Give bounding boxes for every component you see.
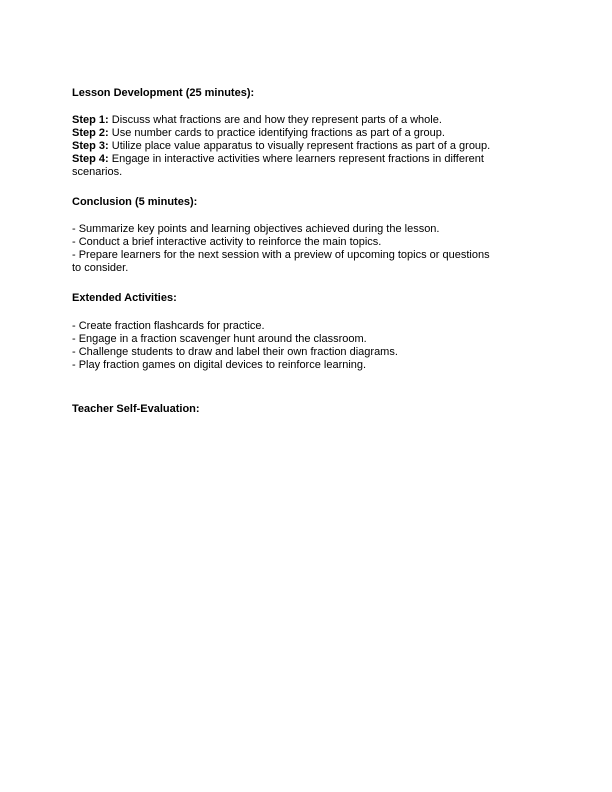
conclusion-item: - Prepare learners for the next session with a preview of upcoming topics or questions xyxy=(72,249,490,261)
step-text: Use number cards to practice identifying fractions as part of a group. xyxy=(108,127,445,139)
heading-teacher-self-evaluation: Teacher Self-Evaluation: xyxy=(72,403,200,415)
activity-item: - Play fraction games on digital devices to reinforce learning. xyxy=(72,359,367,371)
conclusion-item: - Conduct a brief interactive activity to reinforce the main topics. xyxy=(72,236,382,248)
step-label: Step 1: xyxy=(72,114,109,126)
activity-item: - Create fraction flashcards for practice. xyxy=(72,320,265,332)
activity-item: - Challenge students to draw and label their own fraction diagrams. xyxy=(72,346,398,358)
heading-extended-activities: Extended Activities: xyxy=(72,292,177,304)
step-label: Step 3: xyxy=(72,140,109,152)
step-label: Step 4: xyxy=(72,153,109,165)
step-4-continuation: scenarios. xyxy=(72,166,123,178)
step-text: Utilize place value apparatus to visually represent fractions as part of a group. xyxy=(108,140,491,152)
step-1 xyxy=(72,114,442,127)
step-label: Step 2: xyxy=(72,127,109,139)
step-text: Discuss what fractions are and how they represent parts of a whole. xyxy=(108,114,442,126)
conclusion-item: - Summarize key points and learning objectives achieved during the lesson. xyxy=(72,223,440,235)
step-3 xyxy=(72,140,490,153)
heading-lesson-development: Lesson Development (25 minutes): xyxy=(72,87,255,99)
step-text: Engage in interactive activities where learners represent fractions in different xyxy=(108,153,484,165)
step-4 xyxy=(72,153,484,166)
step-2 xyxy=(72,127,445,140)
activity-item: - Engage in a fraction scavenger hunt around the classroom. xyxy=(72,333,367,345)
conclusion-item-continuation: to consider. xyxy=(72,262,129,274)
heading-conclusion: Conclusion (5 minutes): xyxy=(72,196,198,208)
